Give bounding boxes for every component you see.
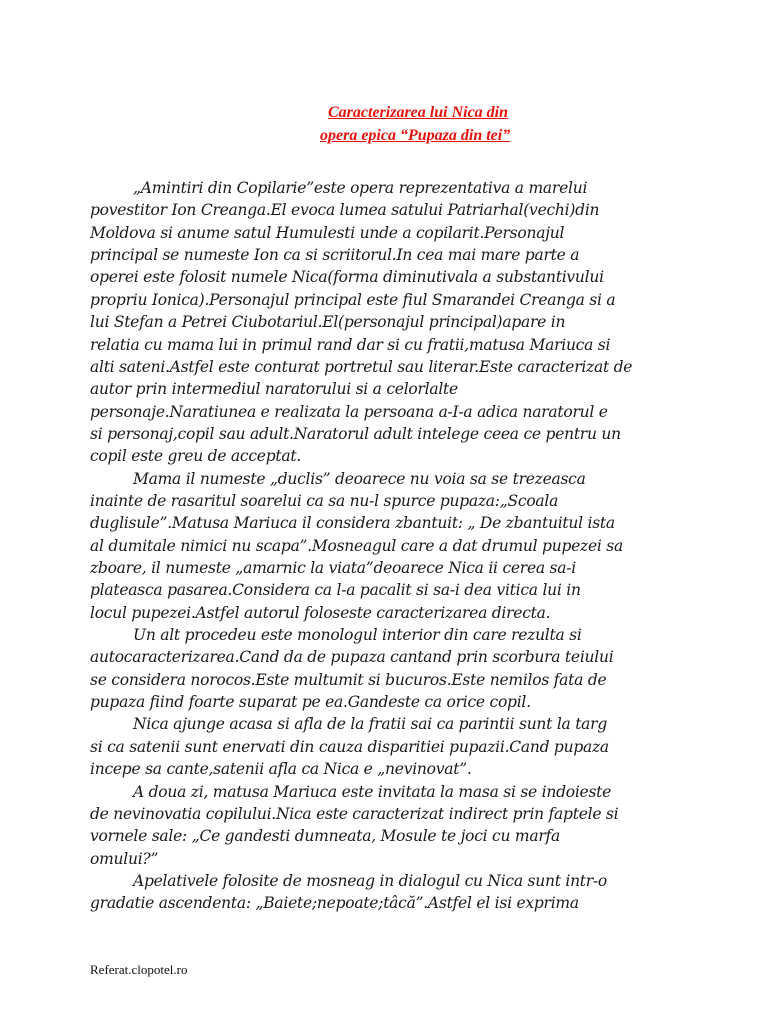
body-text-line: si ca satenii sunt enervati din cauza disparitiei pupazii.Cand pupaza	[90, 737, 609, 756]
body-text-line: Moldova si anume satul Humulesti unde a copilarit.Personajul	[90, 223, 565, 242]
body-text-line: si personaj,copil sau adult.Naratorul adult intelege ceea ce pentru un	[90, 424, 621, 443]
body-text-line: incepe sa cante,satenii afla ca Nica e „nevinovat”.	[90, 760, 472, 779]
body-text-line: zboare, il numeste „amarnic la viata”deoarece Nica ii cerea sa-i	[90, 559, 576, 577]
body-text-line: „Amintiri din Copilarie”este opera reprezentativa a marelui	[133, 179, 588, 197]
body-text-line: propriu Ionica).Personajul principal este fiul Smarandei Creanga si a	[90, 290, 616, 309]
body-text-line: lui Stefan a Petrei Ciubotariul.El(personajul principal)apare in	[90, 313, 566, 332]
document-footer: Referat.clopotel.ro	[90, 962, 188, 977]
body-text-line: Apelativele folosite de mosneag in dialogul cu Nica sunt intr-o	[133, 871, 608, 890]
body-text-line: Nica ajunge acasa si afla de la fratii sai ca parintii sunt la targ	[133, 715, 607, 734]
document-title-line-2: opera epica “Pupaza din tei”	[320, 127, 511, 144]
body-text-line: locul pupezei.Astfel autorul foloseste caracterizarea directa.	[90, 603, 551, 622]
body-text-line: gradatie ascendenta: „Baiete;nepoate;tâcă”.Astfel el isi exprima	[90, 894, 579, 913]
body-text-line: inainte de rasaritul soarelui ca sa nu-l spurce pupaza:„Scoala	[90, 491, 559, 510]
body-text-line: al dumitale nimici nu scapa”.Mosneagul care a dat drumul pupezei sa	[90, 536, 623, 555]
body-text-line: omului?”	[90, 849, 159, 868]
body-text-line: relatia cu mama lui in primul rand dar si cu fratii,matusa Mariuca si	[90, 335, 611, 354]
document-title-line-1: Caracterizarea lui Nica din	[328, 104, 509, 121]
body-text-line: alti sateni.Astfel este conturat portretul sau literar.Este caracterizat de	[90, 357, 633, 376]
body-text-line: povestitor Ion Creanga.El evoca lumea satului Patriarhal(vechi)din	[90, 201, 600, 220]
body-text-line: duglisule”.Matusa Mariuca il considera zbantuit: „ De zbantuitul ista	[90, 514, 615, 533]
body-text-line: Mama il numeste „duclis” deoarece nu voia sa se trezeasca	[133, 469, 586, 488]
body-text-line: pupaza fiind foarte suparat pe ea.Gandeste ca orice copil.	[90, 693, 531, 712]
body-text-line: plateasca pasarea.Considera ca l-a pacalit si sa-i dea vitica lui in	[90, 581, 581, 600]
body-text-line: de nevinovatia copilului.Nica este caracterizat indirect prin faptele si	[90, 804, 619, 823]
body-text-line: autocaracterizarea.Cand da de pupaza cantand prin scorbura teiului	[90, 648, 614, 667]
body-text-line: A doua zi, matusa Mariuca este invitata la masa si se indoieste	[133, 782, 612, 801]
body-text-line: vornele sale: „Ce gandesti dumneata, Mosule te joci cu marfa	[90, 827, 560, 846]
body-text-line: se considera norocos.Este multumit si bucuros.Este nemilos fata de	[90, 670, 607, 689]
body-text-line: principal se numeste Ion ca si scriitorul.In cea mai mare parte a	[90, 246, 580, 265]
body-text-line: Un alt procedeu este monologul interior din care rezulta si	[133, 626, 582, 644]
body-text-line: operei este folosit numele Nica(forma diminutivala a substantivului	[90, 268, 604, 287]
body-text-line: autor prin intermediul naratorului si a celorlalte	[90, 380, 458, 399]
body-text-line: personaje.Naratiunea e realizata la persoana a-I-a adica naratorul e	[90, 402, 608, 421]
body-text-line: copil este greu de acceptat.	[90, 447, 301, 466]
